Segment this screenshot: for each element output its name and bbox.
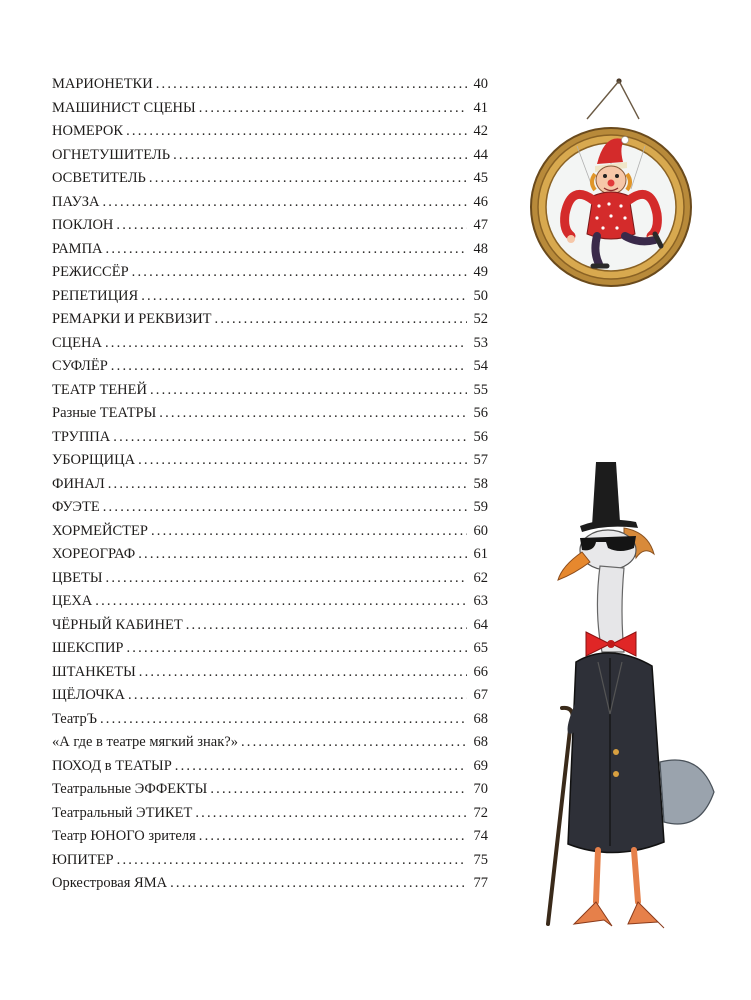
toc-entry	[52, 241, 488, 265]
dot-leader	[111, 358, 467, 375]
dot-leader	[175, 758, 467, 775]
entry-title: ЮПИТЕР	[52, 851, 114, 868]
entry-title: ЩЁЛОЧКА	[52, 687, 125, 703]
entry-title: Оркестровая ЯМА	[52, 875, 168, 891]
entry-page-number: 77	[473, 875, 488, 891]
entry-title: РАМПА	[52, 240, 103, 257]
toc-entry	[52, 805, 488, 829]
entry-page-number: 70	[473, 781, 488, 797]
table-of-contents	[52, 76, 488, 899]
toc-entry	[52, 711, 488, 735]
toc-entry	[52, 288, 488, 312]
entry-page-number: 60	[473, 522, 488, 539]
entry-title: МАШИНИСТ СЦЕНЫ	[52, 99, 196, 116]
entry-title: ЦВЕТЫ	[52, 569, 103, 586]
toc-entry	[52, 217, 488, 241]
entry-title: ТеатрЪ	[52, 710, 97, 727]
entry-title: СЦЕНА	[52, 334, 102, 351]
entry-page-number: 50	[473, 287, 488, 304]
entry-page-number: 41	[473, 99, 488, 116]
entry-title: ОГНЕТУШИТЕЛЬ	[52, 146, 171, 163]
entry-page-number: 58	[473, 475, 488, 492]
toc-entry	[52, 593, 488, 617]
entry-page-number: 40	[473, 76, 488, 92]
dot-leader	[151, 523, 467, 540]
toc-entry	[52, 640, 488, 664]
dot-leader	[195, 805, 467, 822]
dot-leader	[116, 217, 467, 234]
toc-entry	[52, 687, 488, 711]
dot-leader	[106, 570, 467, 587]
dot-leader	[105, 335, 467, 352]
toc-entry	[52, 76, 488, 100]
entry-title: ЦЕХА	[52, 593, 93, 609]
entry-title: ТЕАТР ТЕНЕЙ	[52, 381, 147, 398]
entry-title: ПАУЗА	[52, 193, 100, 210]
dot-leader	[241, 734, 467, 751]
entry-page-number: 74	[473, 828, 488, 844]
entry-page-number: 61	[473, 546, 488, 562]
entry-title: ФИНАЛ	[52, 475, 105, 492]
dot-leader	[106, 241, 467, 258]
entry-page-number: 69	[473, 757, 488, 774]
entry-title: СУФЛЁР	[52, 358, 108, 374]
entry-page-number: 65	[473, 640, 488, 656]
entry-title: ХОРМЕЙСТЕР	[52, 522, 148, 539]
entry-title: ЧЁРНЫЙ КАБИНЕТ	[52, 616, 183, 633]
toc-entry	[52, 546, 488, 570]
entry-title: ТРУППА	[52, 428, 111, 445]
toc-entry	[52, 852, 488, 876]
dot-leader	[102, 194, 467, 211]
entry-page-number: 62	[473, 569, 488, 586]
dot-leader	[108, 476, 467, 493]
toc-entry	[52, 758, 488, 782]
entry-page-number: 67	[473, 687, 488, 703]
entry-title: «А где в театре мягкий знак?»	[52, 734, 238, 750]
entry-page-number: 56	[473, 428, 488, 445]
dot-leader	[186, 617, 467, 634]
entry-title: УБОРЩИЦА	[52, 452, 136, 468]
entry-title: МАРИОНЕТКИ	[52, 76, 153, 92]
toc-entry	[52, 476, 488, 500]
dot-leader	[138, 452, 467, 469]
toc-entry	[52, 147, 488, 171]
entry-title: РЕПЕТИЦИЯ	[52, 287, 139, 304]
dot-leader	[126, 123, 467, 140]
dot-leader	[173, 147, 467, 164]
toc-entry	[52, 664, 488, 688]
entry-page-number: 56	[473, 405, 488, 421]
toc-entry	[52, 452, 488, 476]
toc-entry	[52, 194, 488, 218]
toc-entry	[52, 358, 488, 382]
entry-page-number: 68	[473, 710, 488, 727]
dot-leader	[150, 382, 467, 399]
dot-leader	[117, 852, 467, 869]
toc-entry	[52, 875, 488, 899]
entry-title: ПОХОД в ТЕАТЫР	[52, 757, 172, 774]
toc-entry	[52, 123, 488, 147]
toc-entry	[52, 335, 488, 359]
entry-page-number: 53	[473, 334, 488, 351]
toc-entry	[52, 570, 488, 594]
entry-page-number: 64	[473, 616, 488, 633]
entry-page-number: 54	[473, 358, 488, 374]
toc-entry	[52, 405, 488, 429]
dot-leader	[156, 76, 467, 93]
toc-entry	[52, 617, 488, 641]
entry-title: ОСВЕТИТЕЛЬ	[52, 170, 146, 186]
toc-entry	[52, 311, 488, 335]
goose-in-top-hat-illustration	[540, 462, 720, 932]
dot-leader	[100, 711, 467, 728]
dot-leader	[210, 781, 467, 798]
entry-page-number: 47	[473, 217, 488, 233]
dot-leader	[132, 264, 467, 281]
entry-title: ШЕКСПИР	[52, 640, 124, 656]
entry-page-number: 72	[473, 804, 488, 821]
entry-title: Театральный ЭТИКЕТ	[52, 804, 193, 821]
toc-entry	[52, 523, 488, 547]
entry-page-number: 75	[473, 851, 488, 868]
toc-entry	[52, 429, 488, 453]
dot-leader	[139, 664, 467, 681]
entry-title: РЕЖИССЁР	[52, 264, 129, 280]
toc-entry	[52, 382, 488, 406]
toc-entry	[52, 170, 488, 194]
entry-page-number: 68	[473, 734, 488, 750]
entry-page-number: 59	[473, 499, 488, 515]
entry-page-number: 42	[473, 123, 488, 139]
entry-title: ПОКЛОН	[52, 217, 114, 233]
entry-title: РЕМАРКИ И РЕКВИЗИТ	[52, 311, 212, 327]
dot-leader	[199, 828, 467, 845]
dot-leader	[141, 288, 467, 305]
toc-entry	[52, 734, 488, 758]
entry-page-number: 63	[473, 593, 488, 609]
dot-leader	[113, 429, 467, 446]
toc-entry	[52, 781, 488, 805]
dot-leader	[149, 170, 467, 187]
entry-title: Театральные ЭФФЕКТЫ	[52, 781, 208, 797]
entry-title: ШТАНКЕТЫ	[52, 663, 136, 680]
toc-entry	[52, 499, 488, 523]
dot-leader	[138, 546, 467, 563]
entry-title: ХОРЕОГРАФ	[52, 546, 136, 562]
entry-page-number: 66	[473, 663, 488, 680]
entry-page-number: 52	[473, 311, 488, 327]
entry-title: Разные ТЕАТРЫ	[52, 405, 157, 421]
entry-page-number: 46	[473, 193, 488, 210]
entry-page-number: 48	[473, 240, 488, 257]
dot-leader	[199, 100, 467, 117]
entry-title: НОМЕРОК	[52, 123, 124, 139]
toc-entry	[52, 264, 488, 288]
entry-page-number: 44	[473, 146, 488, 163]
entry-page-number: 45	[473, 170, 488, 186]
framed-jester-puppet-illustration	[527, 74, 695, 289]
entry-title: ФУЭТЕ	[52, 499, 100, 515]
entry-title: Театр ЮНОГО зрителя	[52, 828, 196, 844]
dot-leader	[128, 687, 467, 704]
dot-leader	[103, 499, 467, 516]
dot-leader	[95, 593, 467, 610]
dot-leader	[159, 405, 467, 422]
toc-entry	[52, 828, 488, 852]
toc-entry	[52, 100, 488, 124]
dot-leader	[170, 875, 467, 892]
entry-page-number: 49	[473, 264, 488, 280]
entry-page-number: 55	[473, 381, 488, 398]
dot-leader	[215, 311, 467, 328]
dot-leader	[126, 640, 467, 657]
entry-page-number: 57	[473, 452, 488, 468]
